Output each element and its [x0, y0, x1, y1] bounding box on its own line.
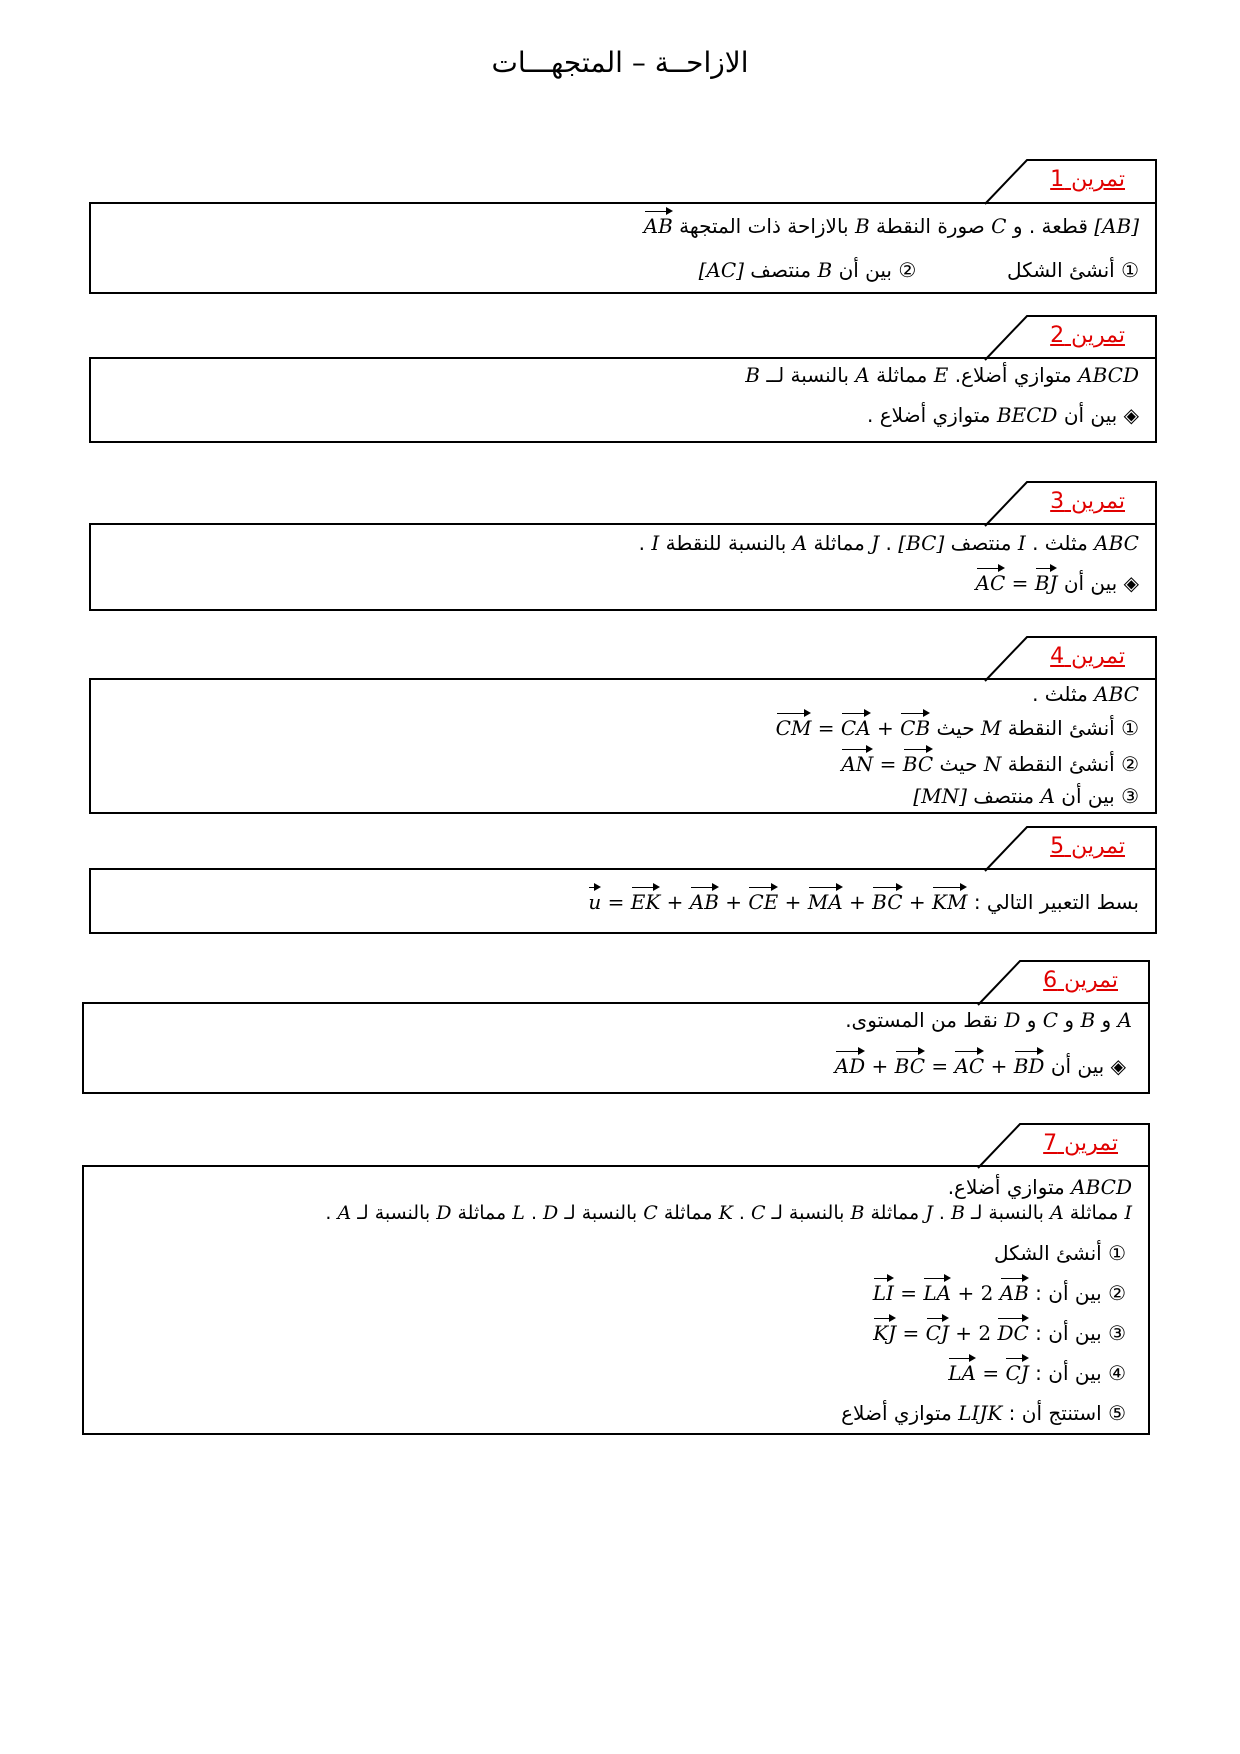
exercise-4-label: تمرين 4	[1050, 644, 1125, 669]
circled-one-icon: ①	[1121, 716, 1139, 740]
exercise-3-tab	[985, 481, 1157, 525]
circled-two-icon: ②	[1121, 752, 1139, 776]
exercise-1-label: تمرين 1	[1050, 167, 1125, 192]
exercise-2-line-2: ◈ بين أن BECD متوازي أضلاع .	[867, 403, 1139, 427]
exercise-7-label: تمرين 7	[1043, 1131, 1118, 1156]
diamond-bullet-icon: ◈	[1110, 1054, 1126, 1078]
circled-five-icon: ⑤	[1108, 1401, 1126, 1425]
circled-one-icon: ①	[1121, 258, 1139, 282]
exercise-3-line-1: ABC مثلث . I منتصف [BC] . J مماثلة A بالنسبة للنقطة I .	[638, 531, 1139, 555]
circled-one-icon: ①	[1108, 1241, 1126, 1265]
diamond-bullet-icon: ◈	[1123, 571, 1139, 595]
exercise-6-line-1: A و B و C و D نقط من المستوى.	[845, 1008, 1132, 1032]
exercise-6-tab	[978, 960, 1150, 1004]
exercise-4-line-1: ABC مثلث .	[1032, 682, 1139, 706]
exercise-5-line-1: بسط التعبير التالي : u = EK + AB + CE + MA + BC + KM	[588, 890, 1139, 914]
exercise-3-line-2: ◈ بين أن AC = BJ	[975, 571, 1139, 595]
exercise-4-tab	[985, 636, 1157, 680]
exercise-1-line-2: ① أنشئ الشكل ② بين أن B منتصف [AC]	[698, 258, 1139, 282]
circled-two-icon: ②	[1108, 1281, 1126, 1305]
circled-four-icon: ④	[1108, 1361, 1126, 1385]
exercise-7-box	[82, 1165, 1150, 1435]
exercise-2-tab	[985, 315, 1157, 359]
exercise-7-line-2: I مماثلة A بالنسبة لـ B . J مماثلة B بالنسبة لـ C . K مماثلة C بالنسبة لـ D . L مماثلة D بالنسبة لـ A .	[325, 1202, 1132, 1224]
circled-two-icon: ②	[898, 258, 917, 282]
exercise-7-line-6: ④ بين أن : LA = CJ	[948, 1361, 1126, 1385]
exercise-4-line-2: ① أنشئ النقطة M حيث CM = CA + CB	[775, 716, 1139, 740]
exercise-4-line-3: ② أنشئ النقطة N حيث AN = BC	[841, 752, 1139, 776]
circled-three-icon: ③	[1121, 784, 1139, 808]
exercise-4-line-4: ③ بين أن A منتصف [MN]	[913, 784, 1139, 808]
exercise-6-label: تمرين 6	[1043, 968, 1118, 993]
exercise-4-box	[89, 678, 1157, 814]
exercise-7-tab	[978, 1123, 1150, 1167]
segment-ab: [AB]	[1094, 214, 1139, 238]
exercise-6-box	[82, 1002, 1150, 1094]
exercise-7-line-3: ① أنشئ الشكل	[994, 1241, 1126, 1265]
diamond-bullet-icon: ◈	[1123, 403, 1139, 427]
exercise-3-box	[89, 523, 1157, 611]
vector-expression: u = EK + AB + CE + MA + BC + KM	[588, 890, 968, 914]
exercise-7-line-7: ⑤ استنتج أن : LIJK متوازي أضلاع	[841, 1401, 1126, 1425]
exercise-7-line-1: ABCD متوازي أضلاع.	[947, 1175, 1132, 1199]
exercise-2-label: تمرين 2	[1050, 323, 1125, 348]
exercise-2-box	[89, 357, 1157, 443]
exercise-2-line-1: ABCD متوازي أضلاع. E مماثلة A بالنسبة لــ B	[745, 363, 1139, 387]
exercise-1-line-1: [AB] قطعة . و C صورة النقطة B بالازاحة ذات المتجهة AB	[643, 214, 1139, 238]
exercise-1-box	[89, 202, 1157, 294]
exercise-5-label: تمرين 5	[1050, 834, 1125, 859]
exercise-7-line-4: ② بين أن : LI = LA + 2 AB	[872, 1281, 1126, 1305]
exercise-7-line-5: ③ بين أن : KJ = CJ + 2 DC	[873, 1321, 1126, 1345]
exercise-5-box	[89, 868, 1157, 934]
exercise-6-line-2: ◈ بين أن AD + BC = AC + BD	[834, 1054, 1126, 1078]
exercise-5-tab	[985, 826, 1157, 870]
exercise-1-tab	[985, 159, 1157, 203]
page-title: الازاحــة – المتجهـــات	[491, 46, 749, 79]
exercise-3-label: تمرين 3	[1050, 489, 1125, 514]
vector-ab: AB	[643, 214, 673, 238]
circled-three-icon: ③	[1108, 1321, 1126, 1345]
